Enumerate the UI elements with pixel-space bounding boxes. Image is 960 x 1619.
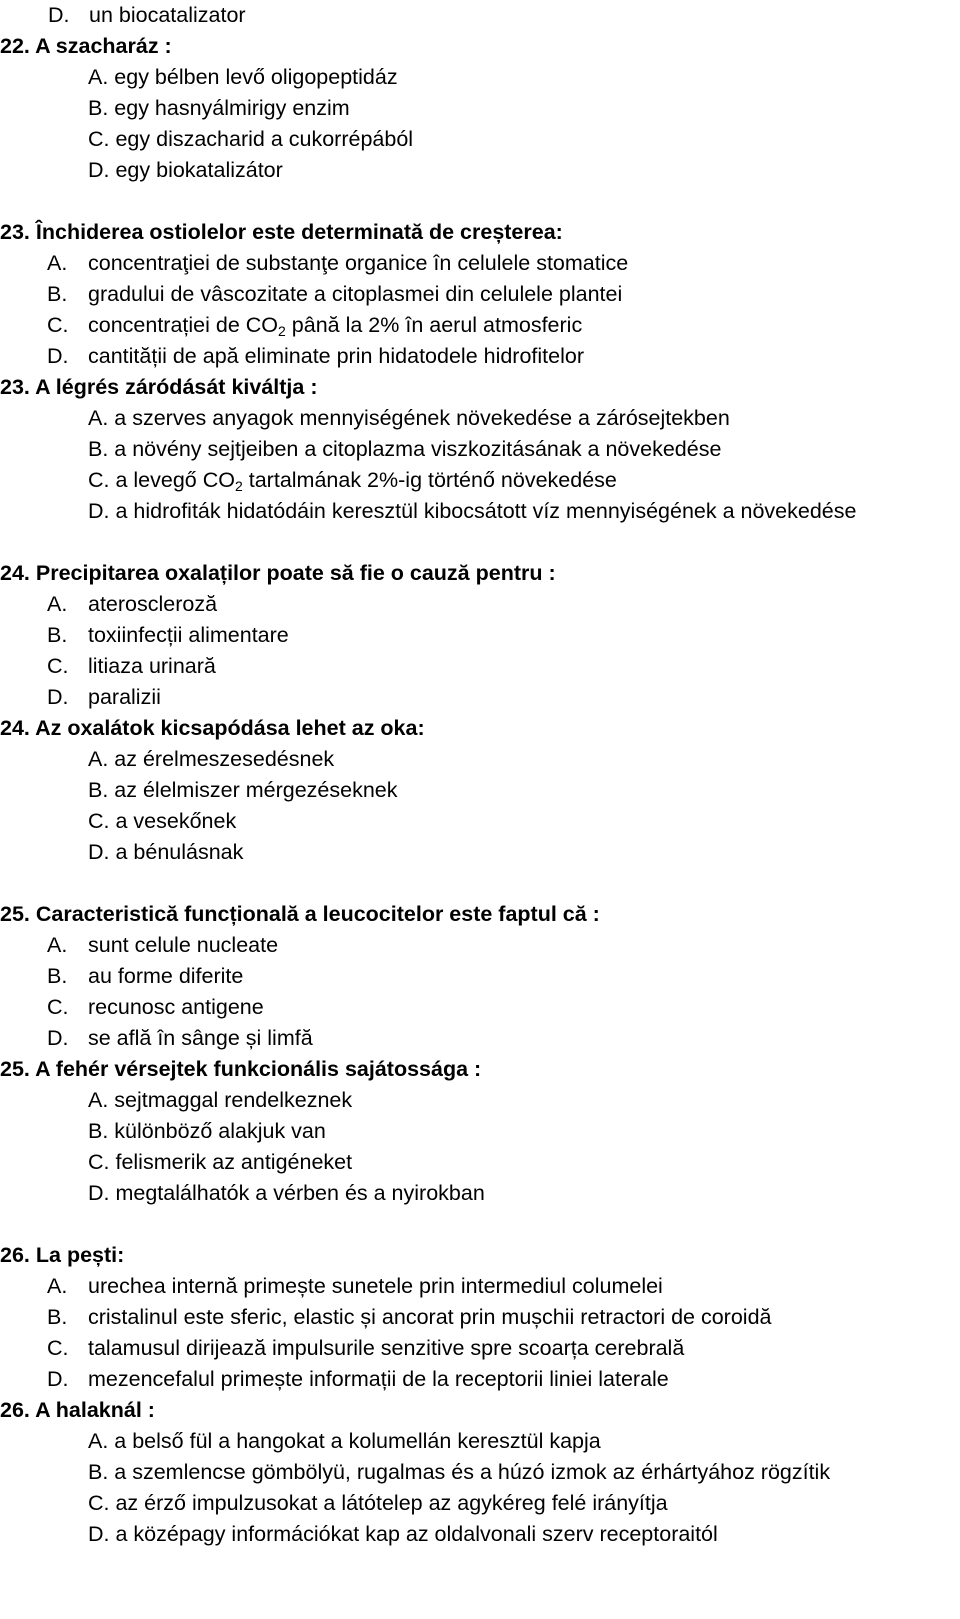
option-text: un biocatalizator	[89, 3, 246, 27]
option-text: concentrației de CO	[88, 313, 279, 337]
question-number: 23.	[0, 220, 30, 244]
option-line: B. a növény sejtjeiben a citoplazma viszkozitásának a növekedése	[88, 437, 722, 461]
option-letter: A.	[47, 592, 68, 616]
option-line: D. egy biokatalizátor	[88, 158, 283, 182]
option-text: talamusul dirijează impulsurile senzitive spre scoarța cerebrală	[88, 1336, 685, 1360]
question-heading	[0, 372, 318, 403]
option-line	[0, 310, 582, 341]
option-text: ateroscleroză	[88, 592, 218, 616]
question-heading	[0, 217, 563, 248]
option-line: A. egy bélben levő oligopeptidáz	[88, 65, 398, 89]
option-letter: C.	[47, 313, 69, 337]
option-line: C. egy diszacharid a cukorrépából	[88, 127, 414, 151]
option-line	[0, 248, 628, 279]
question-number: 26.	[0, 1398, 30, 1422]
option-text: urechea internă primește sunetele prin intermediul columelei	[88, 1274, 663, 1298]
option-line	[0, 0, 246, 31]
option-letter: D.	[47, 685, 69, 709]
question-heading	[0, 899, 600, 930]
option-line: A. a szerves anyagok mennyiségének növekedése a zárósejtekben	[88, 406, 730, 430]
option-line: D. a hidrofiták hidatódáin keresztül kibocsátott víz mennyiségének a növekedése	[88, 499, 857, 523]
question-title: Az oxalátok kicsapódása lehet az oka:	[35, 716, 425, 740]
option-line: B. különböző alakjuk van	[88, 1119, 326, 1143]
option-letter: D.	[47, 1367, 69, 1391]
option-line	[0, 992, 264, 1023]
option-line: D. megtalálhatók a vérben és a nyirokban	[88, 1181, 485, 1205]
option-text: gradului de vâscozitate a citoplasmei din celulele plantei	[88, 282, 623, 306]
option-line: B. egy hasnyálmirigy enzim	[88, 96, 350, 120]
option-letter: D.	[47, 344, 69, 368]
option-line	[0, 930, 278, 961]
question-heading	[0, 713, 425, 744]
question-title: La pești:	[35, 1243, 125, 1267]
option-line: B. az élelmiszer mérgezéseknek	[88, 778, 398, 802]
option-line: D. a középagy információkat kap az oldalvonali szerv receptoraitól	[88, 1522, 718, 1546]
option-text: paralizii	[88, 685, 161, 709]
option-letter: B.	[47, 623, 68, 647]
option-letter: B.	[47, 1305, 68, 1329]
question-title: Precipitarea oxalaților poate să fie o cauză pentru :	[35, 561, 556, 585]
option-text-rest: tartalmának 2%-ig történő növekedése	[242, 468, 617, 492]
option-text: se află în sânge și limfă	[88, 1026, 313, 1050]
question-heading	[0, 31, 172, 62]
option-letter: C.	[47, 1336, 69, 1360]
question-title: A szacharáz :	[35, 34, 172, 58]
option-line: C. az érző impulzusokat a látótelep az agykéreg felé irányítja	[88, 1491, 668, 1515]
option-text: cantității de apă eliminate prin hidatodele hidrofitelor	[88, 344, 585, 368]
option-line: C. felismerik az antigéneket	[88, 1150, 353, 1174]
option-text: litiaza urinară	[88, 654, 216, 678]
option-line: A. sejtmaggal rendelkeznek	[88, 1088, 353, 1112]
option-line	[0, 1023, 313, 1054]
question-number: 26.	[0, 1243, 30, 1267]
question-title: Închiderea ostiolelor este determinată de creșterea:	[35, 220, 563, 244]
option-line	[0, 465, 617, 496]
option-line	[0, 961, 243, 992]
question-title: A halaknál :	[35, 1398, 155, 1422]
option-line	[0, 651, 216, 682]
question-number: 25.	[0, 1057, 30, 1081]
option-line: B. a szemlencse gömbölyü, rugalmas és a húzó izmok az érhártyához rögzítik	[88, 1460, 831, 1484]
option-letter: C.	[47, 995, 69, 1019]
option-line	[0, 682, 161, 713]
question-number: 24.	[0, 561, 30, 585]
option-line	[0, 589, 217, 620]
option-line	[0, 1302, 772, 1333]
question-title: Caracteristică funcțională a leucocitelor este faptul că :	[35, 902, 600, 926]
option-line	[0, 341, 584, 372]
option-text: toxiinfecții alimentare	[88, 623, 289, 647]
option-line	[0, 1271, 663, 1302]
option-letter: D.	[47, 1026, 69, 1050]
option-line	[0, 1333, 684, 1364]
question-title: A fehér vérsejtek funkcionális sajátossága :	[35, 1057, 482, 1081]
option-line: C. a vesekőnek	[88, 809, 237, 833]
question-heading	[0, 1054, 481, 1085]
option-letter: C.	[47, 654, 69, 678]
subscript: 2	[278, 323, 286, 339]
option-letter: A.	[47, 251, 68, 275]
question-title: A légrés záródását kiváltja :	[35, 375, 318, 399]
question-number: 23.	[0, 375, 30, 399]
option-line	[0, 279, 622, 310]
option-text: C. a levegő CO	[88, 468, 235, 492]
option-text: mezencefalul primește informații de la receptorii liniei laterale	[88, 1367, 669, 1391]
option-letter: D.	[48, 3, 70, 27]
option-text: cristalinul este sferic, elastic și ancorat prin mușchii retractori de coroidă	[88, 1305, 772, 1329]
subscript: 2	[234, 478, 243, 494]
option-letter: B.	[47, 964, 68, 988]
question-number: 24.	[0, 716, 30, 740]
option-text: sunt celule nucleate	[88, 933, 279, 957]
option-line: A. a belső fül a hangokat a kolumellán keresztül kapja	[88, 1429, 601, 1453]
question-number: 22.	[0, 34, 30, 58]
option-letter: A.	[47, 1274, 68, 1298]
option-line	[0, 1364, 669, 1395]
option-line: D. a bénulásnak	[88, 840, 244, 864]
option-line: A. az érelmeszesedésnek	[88, 747, 335, 771]
option-letter: A.	[47, 933, 68, 957]
option-text: concentraţiei de substanţe organice în celulele stomatice	[88, 251, 629, 275]
question-heading	[0, 1395, 155, 1426]
option-letter: B.	[47, 282, 68, 306]
question-heading	[0, 558, 556, 589]
option-text-rest: până la 2% în aerul atmosferic	[285, 313, 583, 337]
question-number: 25.	[0, 902, 30, 926]
option-text: recunosc antigene	[88, 995, 264, 1019]
question-heading	[0, 1240, 124, 1271]
option-text: au forme diferite	[88, 964, 244, 988]
option-line	[0, 620, 289, 651]
